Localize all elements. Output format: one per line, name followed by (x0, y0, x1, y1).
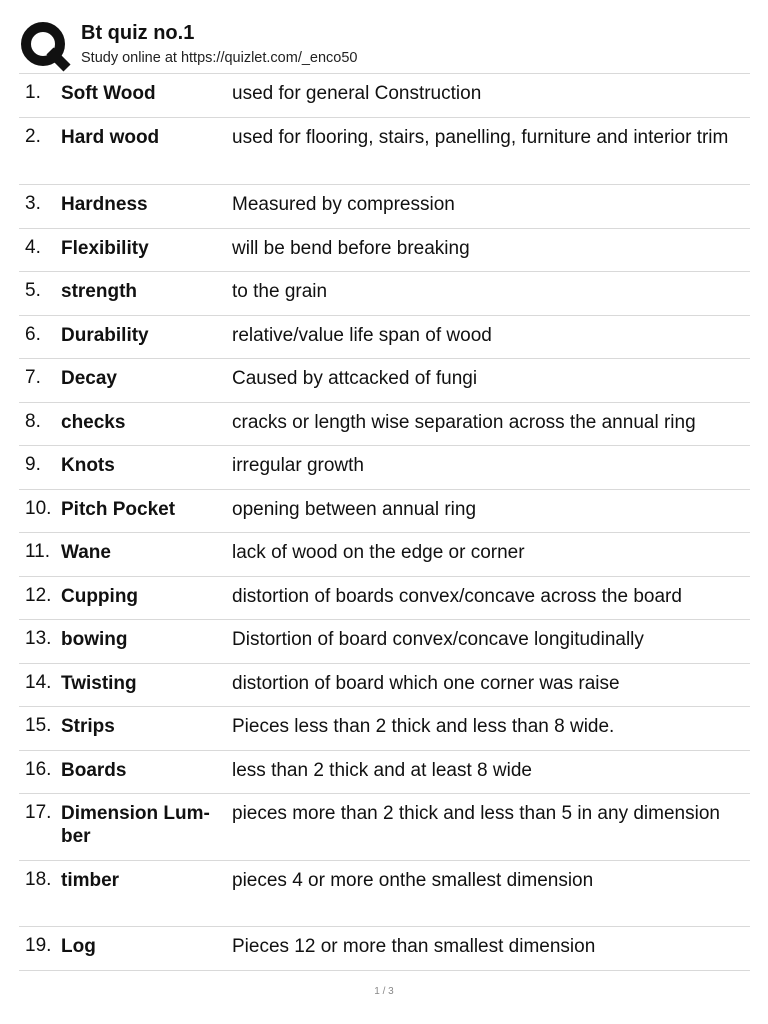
item-number: 13. (25, 628, 52, 649)
item-definition: Distortion of board convex/concave longitudinally (232, 629, 644, 650)
item-number: 6. (25, 324, 41, 345)
list-item (19, 490, 750, 533)
item-term: Flexibility (61, 238, 149, 259)
item-term: Wane (61, 542, 111, 563)
page-title: Bt quiz no.1 (81, 22, 195, 44)
item-term: Cupping (61, 586, 139, 607)
item-number: 7. (25, 367, 41, 388)
item-number: 5. (25, 280, 41, 301)
item-number: 4. (25, 237, 41, 258)
list-item (19, 272, 750, 316)
item-term: Strips (61, 716, 115, 737)
item-number: 15. (25, 715, 52, 736)
item-definition: pieces more than 2 thick and less than 5 in any dimension (232, 803, 720, 824)
list-item (19, 794, 750, 861)
item-number: 11. (25, 541, 51, 562)
list-item (19, 861, 750, 927)
list-item (19, 707, 750, 751)
item-definition: opening between annual ring (232, 499, 477, 520)
item-term: Dimension Lum-ber (61, 803, 210, 847)
item-definition: Pieces less than 2 thick and less than 8 wide. (232, 716, 615, 737)
item-term: Durability (61, 325, 149, 346)
item-number: 9. (25, 454, 41, 475)
list-item (19, 74, 750, 118)
item-number: 16. (25, 759, 52, 780)
item-number: 17. (25, 802, 52, 823)
item-term: Boards (61, 760, 127, 781)
item-definition: will be bend before breaking (232, 238, 470, 259)
item-number: 3. (25, 193, 41, 214)
item-definition: Measured by compression (232, 194, 455, 215)
list-item (19, 446, 750, 490)
item-number: 10. (25, 498, 52, 519)
item-definition: used for general Construction (232, 83, 482, 104)
page-header (19, 16, 750, 74)
list-item (19, 620, 750, 664)
flashcard-list (19, 73, 750, 971)
item-definition: less than 2 thick and at least 8 wide (232, 760, 532, 781)
item-definition: distortion of boards convex/concave across the board (232, 586, 682, 607)
list-item (19, 359, 750, 403)
item-definition: to the grain (232, 281, 328, 302)
item-number: 12. (25, 585, 52, 606)
list-item (19, 229, 750, 272)
item-definition: Pieces 12 or more than smallest dimension (232, 936, 596, 957)
item-number: 1. (25, 82, 41, 103)
item-number: 14. (25, 672, 52, 693)
item-definition: cracks or length wise separation across the annual ring (232, 412, 696, 433)
item-definition: distortion of board which one corner was raise (232, 673, 620, 694)
item-number: 18. (25, 869, 52, 890)
list-item (19, 118, 750, 185)
item-definition: pieces 4 or more onthe smallest dimension (232, 870, 594, 891)
item-term: Twisting (61, 673, 137, 694)
item-term: Hard wood (61, 127, 160, 148)
quizlet-logo-icon (19, 20, 71, 72)
list-item (19, 185, 750, 229)
item-term: Soft Wood (61, 83, 156, 104)
item-number: 2. (25, 126, 41, 147)
item-definition: irregular growth (232, 455, 364, 476)
list-item (19, 533, 750, 577)
list-item (19, 751, 750, 794)
item-term: Decay (61, 368, 117, 389)
item-definition: used for flooring, stairs, panelling, furniture and interior trim (232, 127, 729, 148)
list-item (19, 577, 750, 620)
item-term: timber (61, 870, 120, 891)
item-term: strength (61, 281, 137, 302)
item-term: Knots (61, 455, 115, 476)
item-term: Hardness (61, 194, 148, 215)
study-online-link[interactable]: Study online at https://quizlet.com/_enco50 (81, 50, 358, 66)
item-term: checks (61, 412, 126, 433)
item-definition: lack of wood on the edge or corner (232, 542, 525, 563)
item-definition: relative/value life span of wood (232, 325, 492, 346)
list-item (19, 664, 750, 707)
list-item (19, 316, 750, 359)
item-number: 8. (25, 411, 41, 432)
item-definition: Caused by attcacked of fungi (232, 368, 478, 389)
item-number: 19. (25, 935, 52, 956)
item-term: Log (61, 936, 96, 957)
page-number: 1 / 3 (374, 986, 394, 997)
item-term: bowing (61, 629, 128, 650)
list-item (19, 403, 750, 446)
list-item (19, 927, 750, 971)
item-term: Pitch Pocket (61, 499, 176, 520)
